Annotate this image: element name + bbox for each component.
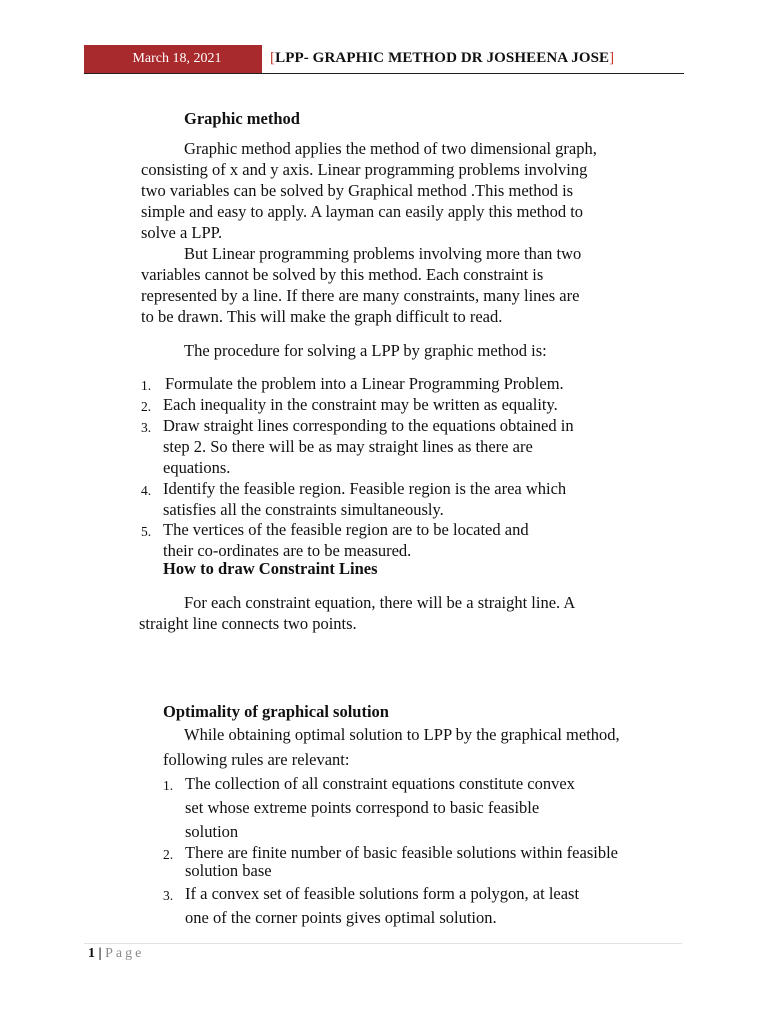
paragraph-line: represented by a line. If there are many constraints, many lines are bbox=[141, 286, 580, 305]
paragraph-line: following rules are relevant: bbox=[163, 750, 350, 769]
rule-text: The collection of all constraint equations constitute convex bbox=[185, 774, 575, 793]
rule-text: one of the corner points gives optimal solution. bbox=[185, 908, 497, 927]
header-title bbox=[270, 50, 614, 67]
rule-number: 3. bbox=[163, 888, 174, 903]
rule-number: 1. bbox=[163, 778, 174, 793]
paragraph-line: straight line connects two points. bbox=[139, 614, 357, 633]
step-text: Each inequality in the constraint may be written as equality. bbox=[163, 395, 558, 414]
paragraph-line: Graphic method applies the method of two dimensional graph, bbox=[184, 139, 597, 158]
page-number: 1 bbox=[88, 946, 95, 961]
step-number: 2. bbox=[141, 399, 152, 414]
rule-text: solution base bbox=[185, 861, 272, 880]
section-heading-constraint-lines: How to draw Constraint Lines bbox=[163, 559, 378, 578]
rule-text: solution bbox=[185, 822, 239, 841]
paragraph-line: solve a LPP. bbox=[141, 223, 223, 242]
footer-separator: | bbox=[98, 946, 102, 961]
step-number: 5. bbox=[141, 524, 152, 539]
paragraph-line: variables cannot be solved by this method. Each constraint is bbox=[141, 265, 544, 284]
header-open-bracket: [ bbox=[270, 50, 276, 66]
paragraph-line: For each constraint equation, there will be a straight line. A bbox=[184, 593, 576, 612]
paragraph-line: But Linear programming problems involving more than two bbox=[184, 244, 582, 263]
step-text: step 2. So there will be as may straight lines as there are bbox=[163, 437, 533, 456]
step-number: 1. bbox=[141, 378, 152, 393]
paragraph-line: to be drawn. This will make the graph difficult to read. bbox=[141, 307, 503, 326]
step-text: Formulate the problem into a Linear Programming Problem. bbox=[165, 374, 564, 393]
rule-text: If a convex set of feasible solutions form a polygon, at least bbox=[185, 884, 580, 903]
section-heading-optimality: Optimality of graphical solution bbox=[163, 702, 389, 721]
header-date: March 18, 2021 bbox=[84, 45, 262, 73]
rule-text: set whose extreme points correspond to basic feasible bbox=[185, 798, 540, 817]
section-heading-graphic-method: Graphic method bbox=[184, 109, 300, 128]
step-text: The vertices of the feasible region are to be located and bbox=[163, 520, 529, 539]
header-rule bbox=[84, 73, 684, 74]
step-text: Draw straight lines corresponding to the equations obtained in bbox=[163, 416, 574, 435]
step-number: 3. bbox=[141, 420, 152, 435]
rule-text: There are finite number of basic feasible solutions within feasible bbox=[185, 843, 618, 862]
paragraph-line: consisting of x and y axis. Linear programming problems involving bbox=[141, 160, 588, 179]
step-text: their co-ordinates are to be measured. bbox=[163, 541, 412, 560]
paragraph-line: simple and easy to apply. A layman can easily apply this method to bbox=[141, 202, 584, 221]
step-text: equations. bbox=[163, 458, 231, 477]
header-close-bracket: ] bbox=[609, 50, 615, 66]
step-text: satisfies all the constraints simultaneously. bbox=[163, 500, 444, 519]
rule-number: 2. bbox=[163, 847, 174, 862]
paragraph-line: While obtaining optimal solution to LPP by the graphical method, bbox=[184, 725, 620, 744]
footer-rule bbox=[84, 943, 682, 944]
procedure-intro: The procedure for solving a LPP by graphic method is: bbox=[184, 341, 547, 360]
step-number: 4. bbox=[141, 483, 152, 498]
page-footer bbox=[88, 946, 144, 962]
page-label: Page bbox=[105, 946, 145, 961]
paragraph-line: two variables can be solved by Graphical method .This method is bbox=[141, 181, 574, 200]
step-text: Identify the feasible region. Feasible region is the area which bbox=[163, 479, 567, 498]
header-title-text: LPP- GRAPHIC METHOD DR JOSHEENA JOSE bbox=[275, 50, 610, 66]
